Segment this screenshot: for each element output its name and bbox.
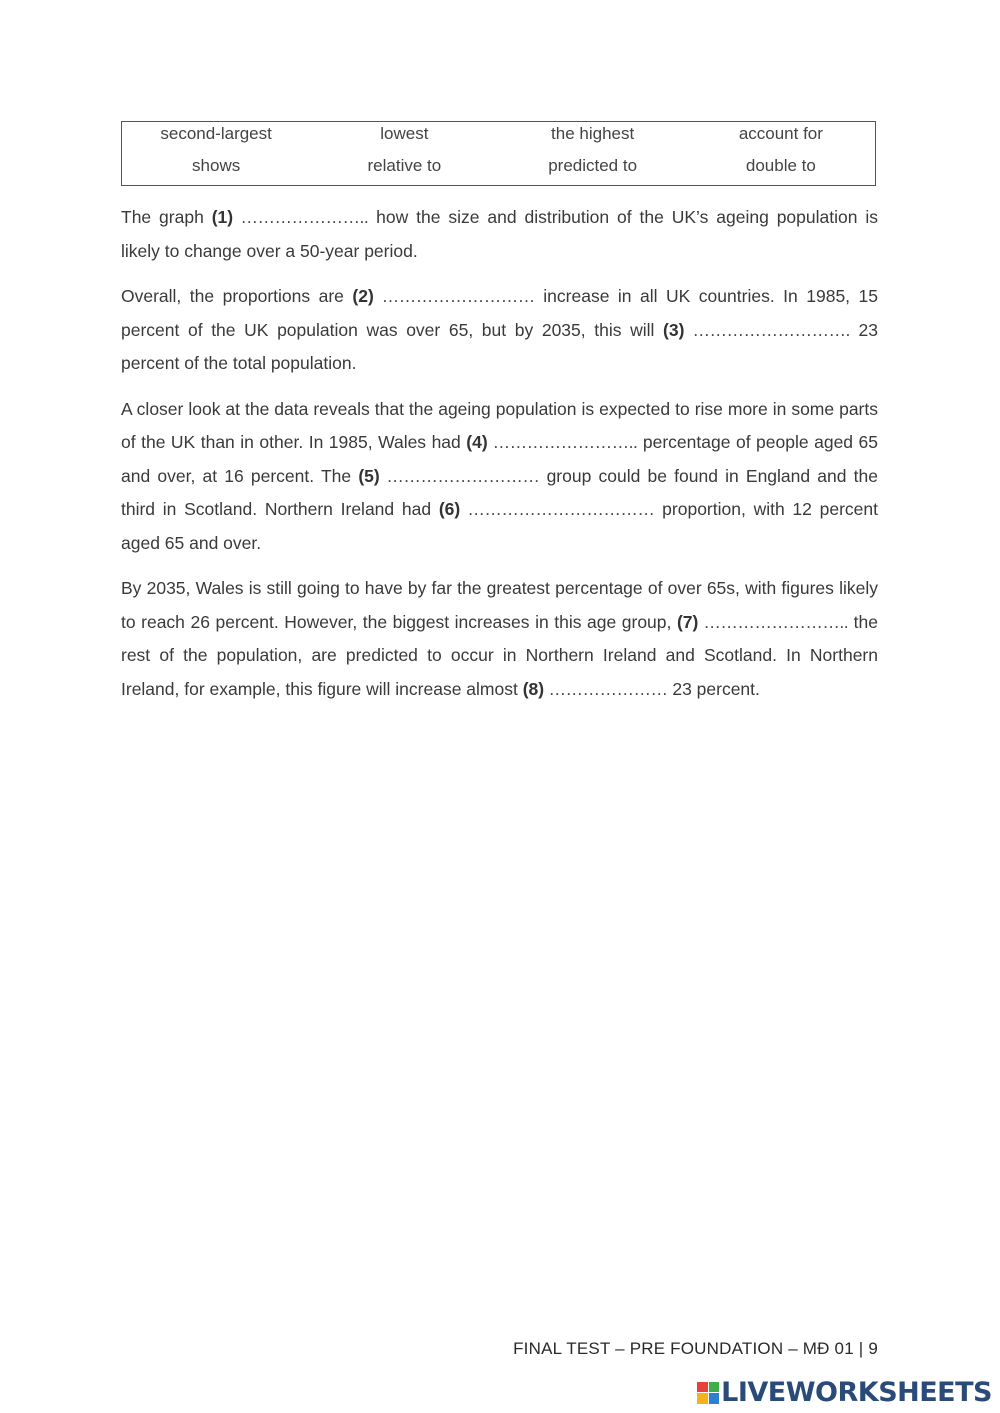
- text-span: proportion, with 12 percent aged 65 and over.: [121, 499, 878, 553]
- liveworksheets-logo: [697, 1377, 992, 1408]
- gap-blank-7[interactable]: ……………………..: [698, 611, 849, 632]
- text-span: 23 percent.: [667, 678, 760, 699]
- word-bank-item: relative to: [367, 156, 442, 175]
- gap-number-2: (2): [352, 286, 374, 306]
- gap-number-4: (4): [466, 432, 488, 452]
- gap-number-1: (1): [211, 207, 234, 227]
- page-footer: FINAL TEST – PRE FOUNDATION – MĐ 01 | 9: [513, 1339, 878, 1358]
- paragraph-4: [121, 572, 878, 706]
- word-bank-item: double to: [745, 156, 816, 175]
- text-span: 23 percent of the total population.: [121, 319, 878, 373]
- gap-number-5: (5): [358, 465, 380, 486]
- word-bank-item: the highest: [551, 124, 635, 143]
- word-bank-item: predicted to: [548, 156, 638, 175]
- gap-number-3: (3): [663, 319, 685, 340]
- gap-number-8: (8): [522, 678, 545, 699]
- gap-blank-6[interactable]: ……………………………: [460, 499, 655, 519]
- text-span: group could be found in England and the third in Scotland. Northern Ireland had: [121, 465, 878, 519]
- text-span: By 2035, Wales is still going to have by far the greatest percentage of over 65s, with figures likely to reach 26 percent. However, the biggest increases in this age group,: [121, 578, 878, 632]
- text-span: the rest of the population, are predicted to occur in Northern Ireland and Scotland. In Northern Ireland, for example, this figure will increase almost: [121, 611, 878, 699]
- gap-number-7: (7): [676, 611, 699, 632]
- paragraph-2: [121, 280, 878, 381]
- gap-blank-5[interactable]: ………………………: [379, 465, 540, 486]
- text-span: how the size and distribution of the UK’s ageing population is likely to change over a 50-year period.: [121, 207, 878, 261]
- word-bank-item: lowest: [380, 124, 429, 143]
- text-span: increase in all UK countries. In 1985, 15 percent of the UK population was over 65, but by 2035, this will: [121, 286, 878, 340]
- paragraph-1: [121, 201, 878, 268]
- logo-square: [697, 1382, 708, 1393]
- logo-grid-icon: [697, 1382, 719, 1404]
- gap-number-6: (6): [438, 499, 461, 519]
- word-bank-item: second-largest: [160, 124, 272, 143]
- logo-square: [709, 1382, 720, 1393]
- gap-blank-1[interactable]: …………………..: [233, 207, 369, 227]
- gap-blank-8[interactable]: …………………: [544, 678, 668, 699]
- text-span: The graph: [121, 207, 212, 227]
- word-bank-box: [121, 121, 876, 186]
- passage: [121, 201, 878, 718]
- text-span: Overall, the proportions are: [121, 286, 353, 306]
- text-span: A closer look at the data reveals that the ageing population is expected to rise more in some parts of the UK than in other. In 1985, Wales had: [121, 398, 878, 452]
- gap-blank-2[interactable]: ………………………: [373, 286, 535, 306]
- logo-square: [697, 1393, 708, 1404]
- word-bank-item: account for: [738, 124, 823, 143]
- paragraph-3: [121, 393, 878, 561]
- logo-square: [709, 1393, 720, 1404]
- gap-blank-3[interactable]: ……………………….: [684, 319, 850, 340]
- gap-blank-4[interactable]: ……………………..: [487, 432, 638, 452]
- word-bank-item: shows: [192, 156, 241, 175]
- text-span: percentage of people aged 65 and over, at 16 percent. The: [121, 432, 879, 486]
- logo-text: LIVEWORKSHEETS: [721, 1377, 992, 1408]
